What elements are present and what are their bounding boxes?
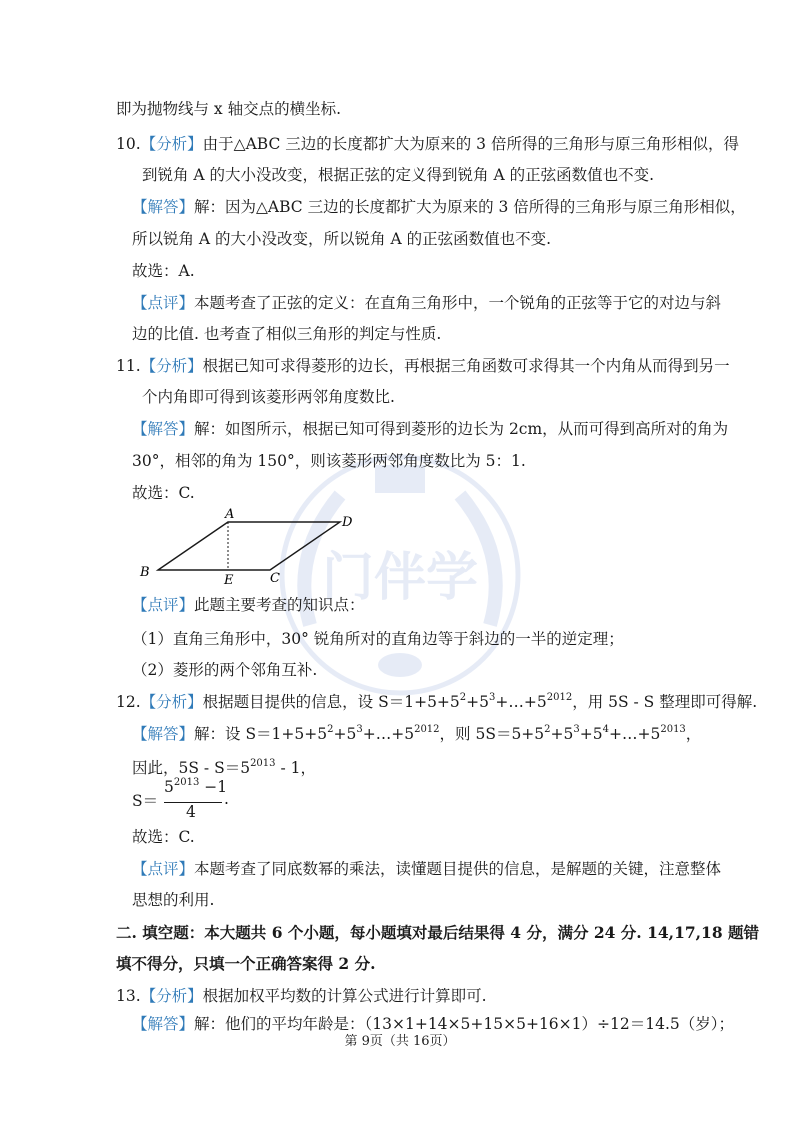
answer-tag: 【解答】 [132, 198, 195, 216]
watermark-text: 门伴学 [321, 548, 479, 608]
q12-therefore-line: 因此，$5S - S=5^{2013} - 1$， [132, 758, 316, 777]
q11-analysis-line-2: 个内角即可得到该菱形两邻角度数比. [142, 388, 395, 406]
label-E: E [224, 573, 234, 588]
q11-comment-line-1: 【点评】此题主要考查的知识点： [132, 596, 365, 614]
q10-analysis-line-2: 到锐角 A 的大小没改变，根据正弦的定义得到锐角 A 的正弦函数值也不变. [142, 166, 655, 184]
q10-answer-line-1: 【解答】解：因为△ABC 三边的长度都扩大为原来的 3 倍所得的三角形与原三角形相似， [132, 198, 746, 216]
fraction-denominator: 4 [186, 803, 196, 821]
q11-comment-line-2: （1）直角三角形中，30° 锐角所对的直角边等于斜边的一半的逆定理； [132, 630, 624, 648]
q10-comment-line-2: 边的比值. 也考查了相似三角形的判定与性质. [132, 325, 442, 343]
q11-answer-line-2: 30°，相邻的角为 150°，则该菱形两邻角度数比为 5：1. [132, 452, 526, 470]
q11-answer-line-1: 【解答】解：如图所示，根据已知可得到菱形的边长为 2cm，从而可得到高所对的角为 [132, 420, 729, 438]
q11-choice: 故选：C. [132, 484, 195, 502]
label-D: D [342, 515, 353, 530]
q11-comment-line-3: （2）菱形的两个邻角互补. [132, 661, 318, 679]
page-footer: 第 9页（共 16页） [344, 1034, 456, 1049]
q11-analysis-line-1: 11.【分析】根据已知可求得菱形的边长，再根据三角函数可求得其一个内角从而得到另一 [116, 357, 730, 375]
q13-answer-line: 【解答】解：他们的平均年龄是：（13×1+14×5+15×5+16×1）÷12＝14.5（岁）； [132, 1015, 734, 1033]
label-B: B [140, 565, 150, 580]
q12-choice: 故选：C. [132, 828, 195, 846]
q10-answer-line-2: 所以锐角 A 的大小没改变，所以锐角 A 的正弦函数值也不变. [132, 230, 552, 248]
prev-answer-end: 即为抛物线与 x 轴交点的横坐标. [116, 100, 342, 118]
label-C: C [270, 571, 280, 586]
q12-comment-line-2: 思想的利用. [132, 891, 215, 909]
q12-comment-line-1: 【点评】本题考查了同底数幂的乘法，读懂题目提供的信息，是解题的关键，注意整体 [132, 860, 722, 878]
q13-analysis-line: 13.【分析】根据加权平均数的计算公式进行计算即可. [116, 987, 487, 1005]
q12-fraction [164, 778, 234, 824]
comment-tag: 【点评】 [132, 294, 195, 312]
q12-analysis-line: 12.【分析】根据题目提供的信息，设 $S=1+5+5^2+5^3+\dots+5^{2012}$，用 5S - S 整理即可得解. [116, 692, 758, 711]
q12-answer-line: 【解答】解：设 $S=1+5+5^2+5^3+\dots+5^{2012}$，则 $5S=5+5^2+5^3+5^4+\dots+5^{2013}$， [132, 724, 702, 743]
label-A: A [225, 507, 235, 522]
analysis-tag: 【分析】 [140, 135, 203, 153]
rhombus-figure [130, 500, 370, 590]
q10-comment-line-1: 【点评】本题考查了正弦的定义：在直角三角形中，一个锐角的正弦等于它的对边与斜 [132, 294, 722, 312]
section2-heading-line-2: 填不得分，只填一个正确答案得 2 分. [116, 954, 376, 973]
fraction-period: . [224, 790, 229, 808]
q12-s-equals: S＝ [132, 792, 159, 810]
section2-heading-line-1: 二. 填空题：本大题共 6 个小题，每小题填对最后结果得 4 分，满分 24 分. 14,17,18 题错 [116, 923, 760, 942]
q10-analysis-line-1: 10.【分析】由于△ABC 三边的长度都扩大为原来的 3 倍所得的三角形与原三角形相似，得 [116, 135, 739, 153]
q10-choice: 故选：A. [132, 262, 195, 280]
rhombus-shape [158, 522, 340, 570]
fraction-numerator: $5^{2013} -1$ [164, 777, 228, 796]
